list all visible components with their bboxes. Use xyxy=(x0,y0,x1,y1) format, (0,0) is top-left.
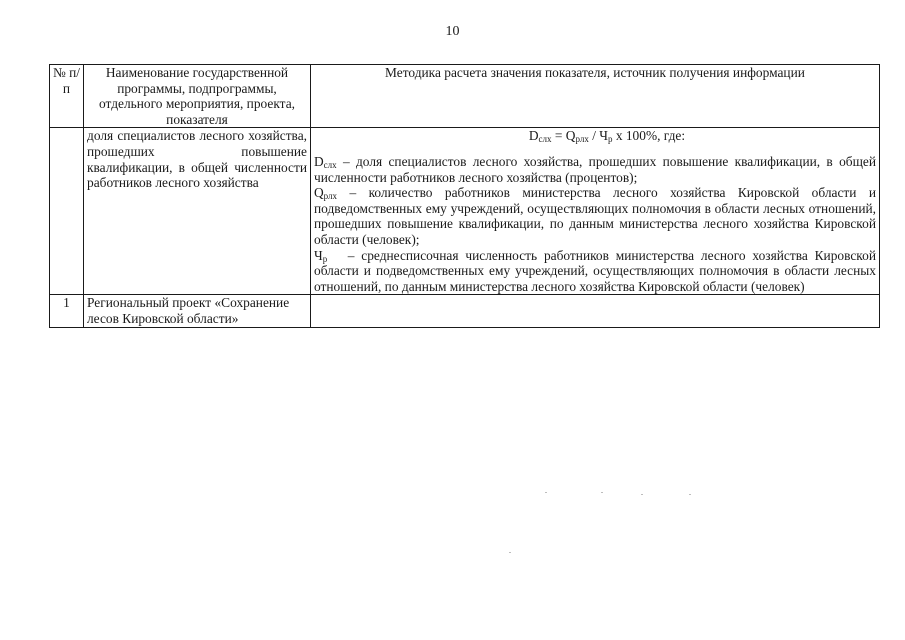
definition-symbol: Ч xyxy=(314,247,323,263)
definition-q xyxy=(314,185,876,247)
definition-text: – среднесписочная численность работников министерства лесного хозяйства Кировской области и подведомственных ему учреждений, осуществляющих полномочия в области лесных отношений, по данным министерства лесного хозяйства Кировской области (человек) xyxy=(314,247,880,294)
header-name-column: Наименование государственной программы, подпрограммы, отдельного мероприятия, проекта, показателя xyxy=(84,65,311,128)
methodology-cell-empty xyxy=(311,295,880,327)
indicator-name-cell: доля специалистов лесного хозяйства, прошедших повышение квалификации, в общей численности работников лесного хозяйства xyxy=(84,128,311,295)
table-row xyxy=(50,295,880,327)
definition-ch xyxy=(314,247,880,295)
definition-subscript: слх xyxy=(323,159,337,170)
formula-q-subscript: рлх xyxy=(575,134,589,145)
definition-subscript: р xyxy=(322,253,328,264)
formula-tail: x 100%, где: xyxy=(612,128,686,144)
indicator-methodology-table xyxy=(49,64,880,328)
formula-lhs-subscript: слх xyxy=(538,134,552,145)
row-number-cell xyxy=(50,128,84,295)
formula-lhs: D xyxy=(528,128,539,144)
header-method-column: Методика расчета значения показателя, источник получения информации xyxy=(311,65,880,128)
definition-text: – доля специалистов лесного хозяйства, прошедших повышение квалификации, в общей численности работников лесного хозяйства (процентов); xyxy=(314,153,876,185)
table-row xyxy=(50,128,880,295)
definition-symbol: D xyxy=(314,153,324,169)
formula-equals-q: = Q xyxy=(551,128,576,144)
project-name-cell: Региональный проект «Сохранение лесов Кировской области» xyxy=(84,295,311,327)
definition-text: – количество работников министерства лесного хозяйства Кировской области и подведомственных ему учреждений, осуществляющих полномочия в области лесных отношений, прошедших повышение квалификации, по данным министерства лесного хозяйства Кировской области (человек); xyxy=(314,185,876,247)
formula-ch-subscript: р xyxy=(607,134,613,145)
methodology-cell xyxy=(311,128,880,295)
definition-subscript: рлх xyxy=(323,191,338,202)
table-header-row xyxy=(50,65,880,128)
scan-artifact xyxy=(545,492,547,493)
scan-artifact xyxy=(509,552,511,553)
header-number-column: № п/п xyxy=(50,65,84,128)
definition-symbol: Q xyxy=(314,185,324,201)
scan-artifact xyxy=(641,494,643,495)
formula xyxy=(314,128,876,144)
definition-d xyxy=(314,154,876,185)
scan-artifact xyxy=(689,494,691,495)
page-number: 10 xyxy=(445,24,460,39)
formula-divide-ch: / Ч xyxy=(588,128,608,144)
row-number-cell: 1 xyxy=(50,295,84,327)
scan-artifact xyxy=(601,492,603,493)
